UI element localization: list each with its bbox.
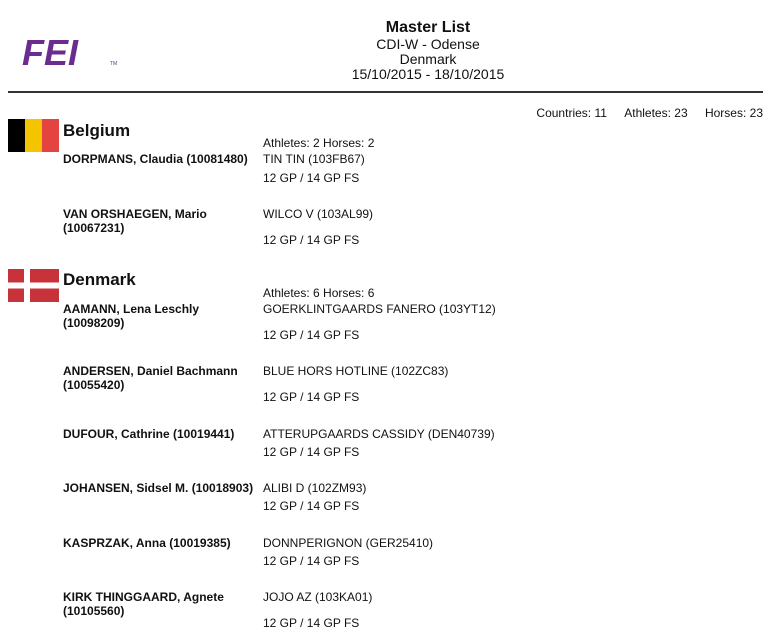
total-countries: Countries: 11 — [536, 106, 607, 120]
country-name-denmark: Denmark — [63, 270, 136, 289]
event-country: Denmark — [399, 51, 457, 67]
document-header — [300, 19, 556, 82]
athlete-name: DORPMANS, Claudia (10081480) — [63, 152, 248, 166]
country-counts-belgium: Athletes: 2 Horses: 2 — [263, 136, 375, 150]
belgium-flag-icon — [8, 119, 59, 152]
fei-logo-text: FEI — [22, 34, 79, 73]
athlete-name: AAMANN, Lena Leschly (10098209) — [63, 302, 200, 330]
horse-name: ATTERUPGAARDS CASSIDY (DEN40739) — [263, 427, 495, 441]
country-counts-denmark: Athletes: 6 Horses: 6 — [263, 286, 375, 300]
total-horses: Horses: 23 — [704, 106, 763, 120]
event-list: 12 GP / 14 GP FS — [263, 445, 360, 459]
event-list: 12 GP / 14 GP FS — [263, 171, 360, 185]
horse-name: JOJO AZ (103KA01) — [263, 590, 373, 604]
horse-name: GOERKLINTGAARDS FANERO (103YT12) — [263, 302, 496, 316]
country-name-belgium: Belgium — [63, 121, 131, 140]
event-list: 12 GP / 14 GP FS — [263, 390, 360, 404]
event-name: CDI-W - Odense — [376, 36, 480, 52]
athlete-name: KIRK THINGGAARD, Agnete (10105560) — [63, 590, 224, 618]
horse-name: DONNPERIGNON (GER25410) — [263, 536, 434, 550]
athlete-name: ANDERSEN, Daniel Bachmann (10055420) — [63, 364, 238, 392]
athlete-name: JOHANSEN, Sidsel M. (10018903) — [63, 481, 254, 495]
horse-name: TIN TIN (103FB67) — [263, 152, 365, 166]
event-list: 12 GP / 14 GP FS — [263, 328, 360, 342]
athlete-name: DUFOUR, Cathrine (10019441) — [63, 427, 235, 441]
page-title: Master List — [385, 19, 471, 36]
horse-name: BLUE HORS HOTLINE (102ZC83) — [263, 364, 449, 378]
svg-text:TM: TM — [110, 61, 118, 67]
header-divider — [8, 91, 763, 93]
event-list: 12 GP / 14 GP FS — [263, 499, 360, 513]
total-athletes: Athletes: 23 — [624, 106, 688, 120]
horse-name: WILCO V (103AL99) — [263, 207, 374, 221]
horse-name: ALIBI D (102ZM93) — [263, 481, 367, 495]
athlete-name: VAN ORSHAEGEN, Mario (10067231) — [63, 207, 207, 235]
denmark-flag-icon — [8, 269, 59, 302]
event-list: 12 GP / 14 GP FS — [263, 233, 360, 247]
fei-logo — [22, 34, 122, 74]
totals-summary — [522, 106, 763, 120]
event-list: 12 GP / 14 GP FS — [263, 616, 360, 630]
athlete-name: KASPRZAK, Anna (10019385) — [63, 536, 231, 550]
event-dates: 15/10/2015 - 18/10/2015 — [351, 66, 505, 82]
event-list: 12 GP / 14 GP FS — [263, 554, 360, 568]
